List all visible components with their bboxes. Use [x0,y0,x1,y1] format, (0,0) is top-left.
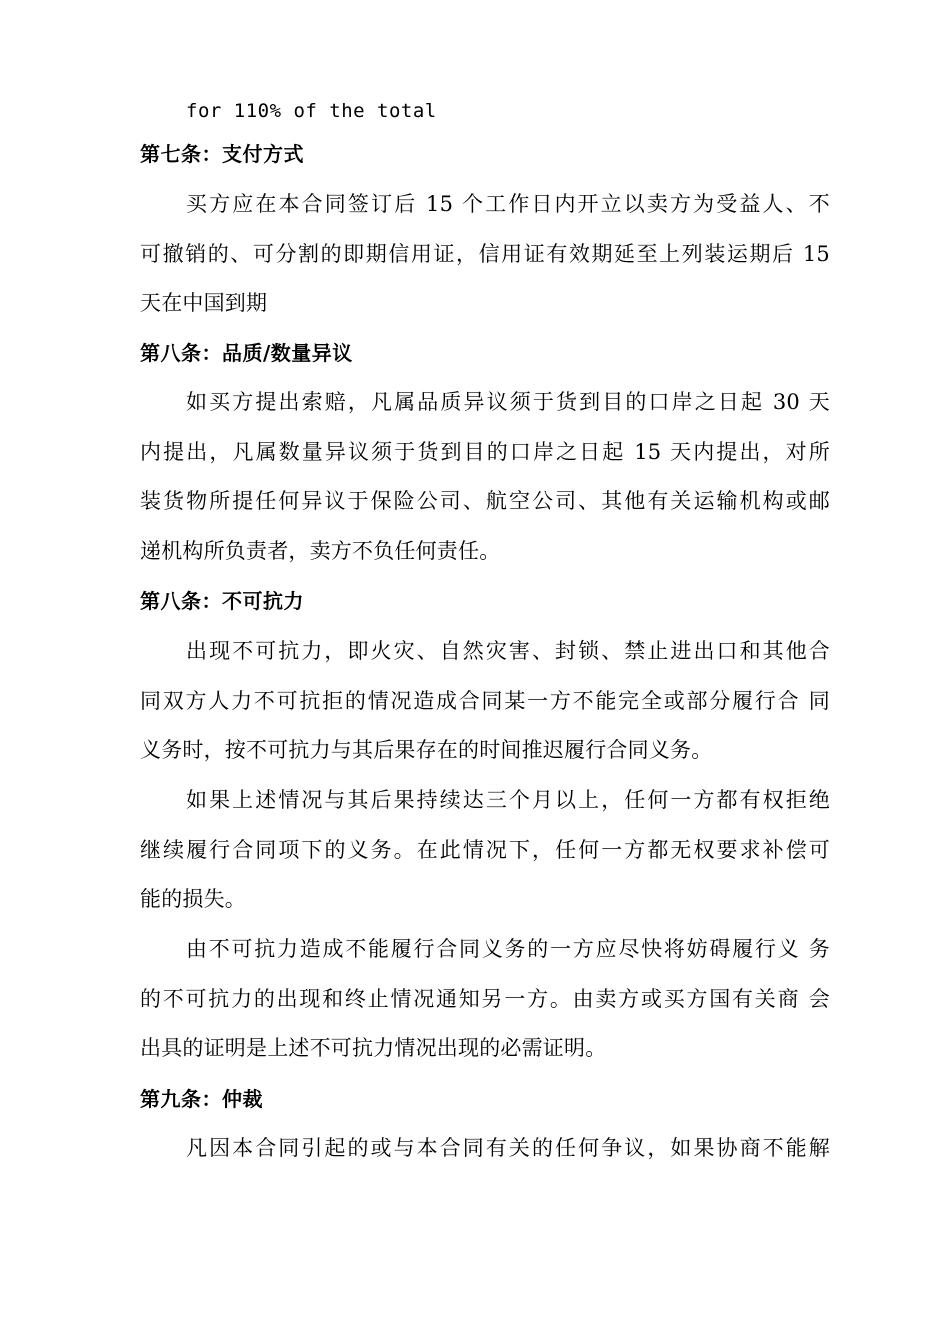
paragraph-line: 天在中国到期 [140,291,268,315]
paragraph-line: 能的损失。 [140,887,246,911]
paragraph-line: 的不可抗力的出现和终止情况通知另一方。由卖方或买方国有关商 会 [140,987,830,1011]
section-heading-payment: 第七条：支付方式 [140,142,304,166]
section-heading-force-majeure: 第八条：不可抗力 [140,589,304,613]
paragraph-line: 递机构所负责者，卖方不负任何责任。 [140,539,501,563]
paragraph-line: 同双方人力不可抗拒的情况造成合同某一方不能完全或部分履行合 同 [140,689,830,713]
section-heading-arbitration: 第九条：仲裁 [140,1087,263,1111]
paragraph-line: 出具的证明是上述不可抗力情况出现的必需证明。 [140,1036,607,1060]
paragraph-line: 装货物所提任何异议于保险公司、航空公司、其他有关运输机构或邮 [140,489,830,513]
top-fragment: for 110% of the total [186,100,437,122]
paragraph-line: 如果上述情况与其后果持续达三个月以上，任何一方都有权拒绝 [186,788,830,812]
paragraph-line: 凡因本合同引起的或与本合同有关的任何争议，如果协商不能解 [186,1136,830,1160]
paragraph-line: 可撤销的、可分割的即期信用证，信用证有效期延至上列装运期后 15 [140,242,830,266]
section-heading-quality-quantity: 第八条：品质/数量异议 [140,341,353,365]
paragraph-line: 义务时，按不可抗力与其后果存在的时间推迟履行合同义务。 [140,738,713,762]
paragraph-line: 内提出，凡属数量异议须于货到目的口岸之日起 15 天内提出，对所 [140,440,830,464]
paragraph-line: 买方应在本合同签订后 15 个工作日内开立以卖方为受益人、不 [186,192,830,216]
paragraph-line: 出现不可抗力，即火灾、自然灾害、封锁、禁止进出口和其他合 [186,639,830,663]
paragraph-line: 继续履行合同项下的义务。在此情况下，任何一方都无权要求补偿可 [140,838,830,862]
paragraph-line: 由不可抗力造成不能履行合同义务的一方应尽快将妨碍履行义 务 [186,937,830,961]
paragraph-line: 如买方提出索赔，凡属品质异议须于货到目的口岸之日起 30 天 [186,390,830,414]
